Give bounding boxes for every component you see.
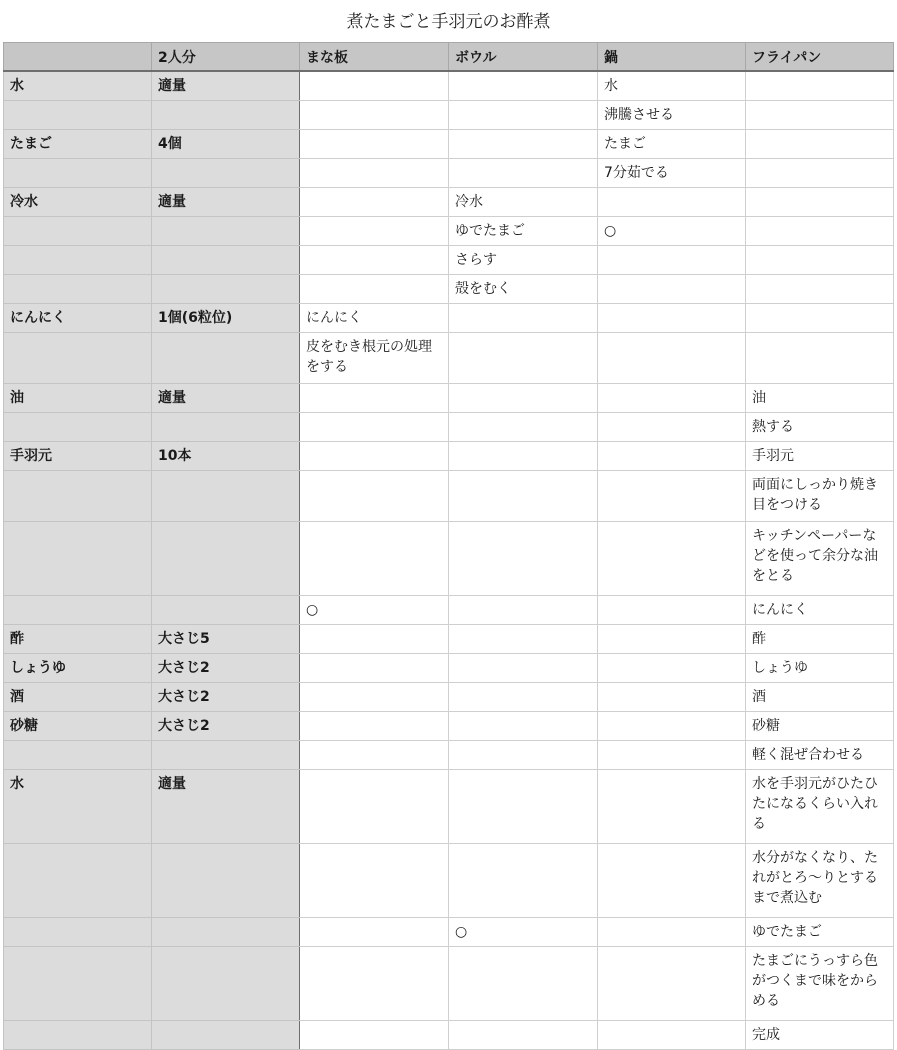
pot-cell [598,654,746,683]
ingredient-cell: 酢 [4,625,152,654]
table-row [4,333,894,384]
ingredient-cell [4,1021,152,1050]
cutting-board-cell [300,1021,449,1050]
frying-pan-cell [746,275,894,304]
pot-cell: 7分茹でる [598,159,746,188]
table-row [4,741,894,770]
bowl-cell [449,741,598,770]
pot-cell [598,1021,746,1050]
bowl-cell: 殻をむく [449,275,598,304]
bowl-cell [449,1021,598,1050]
pot-cell: ○ [598,217,746,246]
bowl-cell [449,654,598,683]
cutting-board-cell [300,654,449,683]
pot-cell [598,918,746,947]
frying-pan-cell: 手羽元 [746,442,894,471]
pot-cell [598,712,746,741]
ingredient-cell [4,246,152,275]
pot-cell [598,333,746,384]
frying-pan-cell [746,246,894,275]
ingredient-cell [4,471,152,522]
pot-cell [598,947,746,1021]
ingredient-cell [4,522,152,596]
pot-cell [598,522,746,596]
amount-cell [152,918,300,947]
ingredient-cell: しょうゆ [4,654,152,683]
header-row [4,43,894,72]
frying-pan-cell [746,304,894,333]
ingredient-cell: 砂糖 [4,712,152,741]
table-row [4,683,894,712]
frying-pan-cell: 酒 [746,683,894,712]
pot-cell [598,304,746,333]
amount-cell [152,741,300,770]
frying-pan-cell [746,71,894,101]
pot-cell [598,413,746,442]
amount-cell: 大さじ2 [152,712,300,741]
amount-cell: 10本 [152,442,300,471]
table-row [4,625,894,654]
table-row [4,654,894,683]
cutting-board-cell [300,625,449,654]
amount-cell: 大さじ2 [152,654,300,683]
bowl-cell [449,625,598,654]
pot-cell [598,188,746,217]
recipe-table [3,42,894,1050]
cutting-board-cell [300,712,449,741]
ingredient-cell: たまご [4,130,152,159]
bowl-cell [449,130,598,159]
frying-pan-cell: 水分がなくなり、たれがとろ〜りとするまで煮込む [746,844,894,918]
bowl-cell [449,522,598,596]
pot-cell [598,844,746,918]
table-row [4,471,894,522]
ingredient-cell [4,333,152,384]
bowl-cell [449,333,598,384]
table-row [4,101,894,130]
table-row [4,918,894,947]
frying-pan-cell: 酢 [746,625,894,654]
table-row [4,246,894,275]
bowl-cell [449,159,598,188]
ingredient-cell: 酒 [4,683,152,712]
ingredient-cell [4,596,152,625]
bowl-cell: 冷水 [449,188,598,217]
cutting-board-cell [300,246,449,275]
table-row [4,844,894,918]
bowl-cell [449,683,598,712]
pot-cell [598,246,746,275]
frying-pan-cell: 砂糖 [746,712,894,741]
frying-pan-cell: 水を手羽元がひたひたになるくらい入れる [746,770,894,844]
cutting-board-cell [300,413,449,442]
bowl-cell [449,304,598,333]
cutting-board-cell [300,471,449,522]
header-ingredient [4,43,152,72]
table-row [4,442,894,471]
amount-cell: 適量 [152,71,300,101]
pot-cell [598,625,746,654]
amount-cell [152,596,300,625]
amount-cell [152,333,300,384]
pot-cell [598,442,746,471]
cutting-board-cell [300,384,449,413]
table-row [4,159,894,188]
cutting-board-cell [300,442,449,471]
cutting-board-cell [300,159,449,188]
table-row [4,71,894,101]
amount-cell [152,471,300,522]
table-row [4,275,894,304]
pot-cell [598,596,746,625]
amount-cell: 大さじ5 [152,625,300,654]
pot-cell [598,770,746,844]
amount-cell [152,101,300,130]
cutting-board-cell [300,918,449,947]
ingredient-cell: 水 [4,770,152,844]
table-row [4,770,894,844]
cutting-board-cell [300,741,449,770]
ingredient-cell [4,275,152,304]
ingredient-cell: 水 [4,71,152,101]
table-row [4,217,894,246]
amount-cell [152,1021,300,1050]
header-frying-pan: フライパン [746,43,894,72]
cutting-board-cell [300,188,449,217]
header-cutting-board: まな板 [300,43,449,72]
cutting-board-cell [300,770,449,844]
cutting-board-cell: 皮をむき根元の処理をする [300,333,449,384]
cutting-board-cell: ○ [300,596,449,625]
bowl-cell [449,712,598,741]
table-row [4,304,894,333]
bowl-cell [449,844,598,918]
ingredient-cell [4,159,152,188]
bowl-cell [449,413,598,442]
frying-pan-cell: キッチンペーパーなどを使って余分な油をとる [746,522,894,596]
amount-cell [152,947,300,1021]
amount-cell [152,217,300,246]
ingredient-cell: 油 [4,384,152,413]
amount-cell [152,844,300,918]
amount-cell: 1個(6粒位) [152,304,300,333]
bowl-cell: ゆでたまご [449,217,598,246]
table-row [4,712,894,741]
table-body [4,71,894,1050]
frying-pan-cell [746,130,894,159]
frying-pan-cell [746,101,894,130]
table-row [4,522,894,596]
cutting-board-cell: にんにく [300,304,449,333]
ingredient-cell: 手羽元 [4,442,152,471]
amount-cell [152,246,300,275]
pot-cell [598,275,746,304]
ingredient-cell [4,741,152,770]
header-amount: 2人分 [152,43,300,72]
frying-pan-cell: 熱する [746,413,894,442]
frying-pan-cell [746,188,894,217]
table-row [4,384,894,413]
ingredient-cell [4,918,152,947]
pot-cell: たまご [598,130,746,159]
frying-pan-cell: しょうゆ [746,654,894,683]
bowl-cell [449,71,598,101]
amount-cell [152,413,300,442]
bowl-cell: ○ [449,918,598,947]
frying-pan-cell: にんにく [746,596,894,625]
frying-pan-cell [746,333,894,384]
header-pot: 鍋 [598,43,746,72]
bowl-cell: さらす [449,246,598,275]
cutting-board-cell [300,683,449,712]
pot-cell [598,683,746,712]
table-row [4,947,894,1021]
frying-pan-cell: ゆでたまご [746,918,894,947]
bowl-cell [449,101,598,130]
ingredient-cell [4,217,152,246]
page-title: 煮たまごと手羽元のお酢煮 [346,12,551,32]
frying-pan-cell: たまごにうっすら色がつくまで味をからめる [746,947,894,1021]
amount-cell: 4個 [152,130,300,159]
ingredient-cell: 冷水 [4,188,152,217]
cutting-board-cell [300,71,449,101]
ingredient-cell [4,413,152,442]
pot-cell: 沸騰させる [598,101,746,130]
amount-cell [152,159,300,188]
header-bowl: ボウル [449,43,598,72]
cutting-board-cell [300,844,449,918]
ingredient-cell [4,844,152,918]
ingredient-cell [4,947,152,1021]
cutting-board-cell [300,217,449,246]
cutting-board-cell [300,101,449,130]
ingredient-cell [4,101,152,130]
table-row [4,1021,894,1050]
amount-cell [152,275,300,304]
bowl-cell [449,442,598,471]
cutting-board-cell [300,130,449,159]
frying-pan-cell [746,217,894,246]
frying-pan-cell: 軽く混ぜ合わせる [746,741,894,770]
cutting-board-cell [300,947,449,1021]
cutting-board-cell [300,275,449,304]
table-row [4,413,894,442]
bowl-cell [449,770,598,844]
frying-pan-cell: 完成 [746,1021,894,1050]
ingredient-cell: にんにく [4,304,152,333]
amount-cell [152,522,300,596]
pot-cell: 水 [598,71,746,101]
amount-cell: 大さじ2 [152,683,300,712]
bowl-cell [449,947,598,1021]
bowl-cell [449,471,598,522]
table-row [4,130,894,159]
pot-cell [598,384,746,413]
amount-cell: 適量 [152,770,300,844]
frying-pan-cell: 両面にしっかり焼き目をつける [746,471,894,522]
bowl-cell [449,596,598,625]
cutting-board-cell [300,522,449,596]
table-row [4,188,894,217]
amount-cell: 適量 [152,384,300,413]
frying-pan-cell: 油 [746,384,894,413]
amount-cell: 適量 [152,188,300,217]
pot-cell [598,741,746,770]
table-row [4,596,894,625]
frying-pan-cell [746,159,894,188]
bowl-cell [449,384,598,413]
pot-cell [598,471,746,522]
